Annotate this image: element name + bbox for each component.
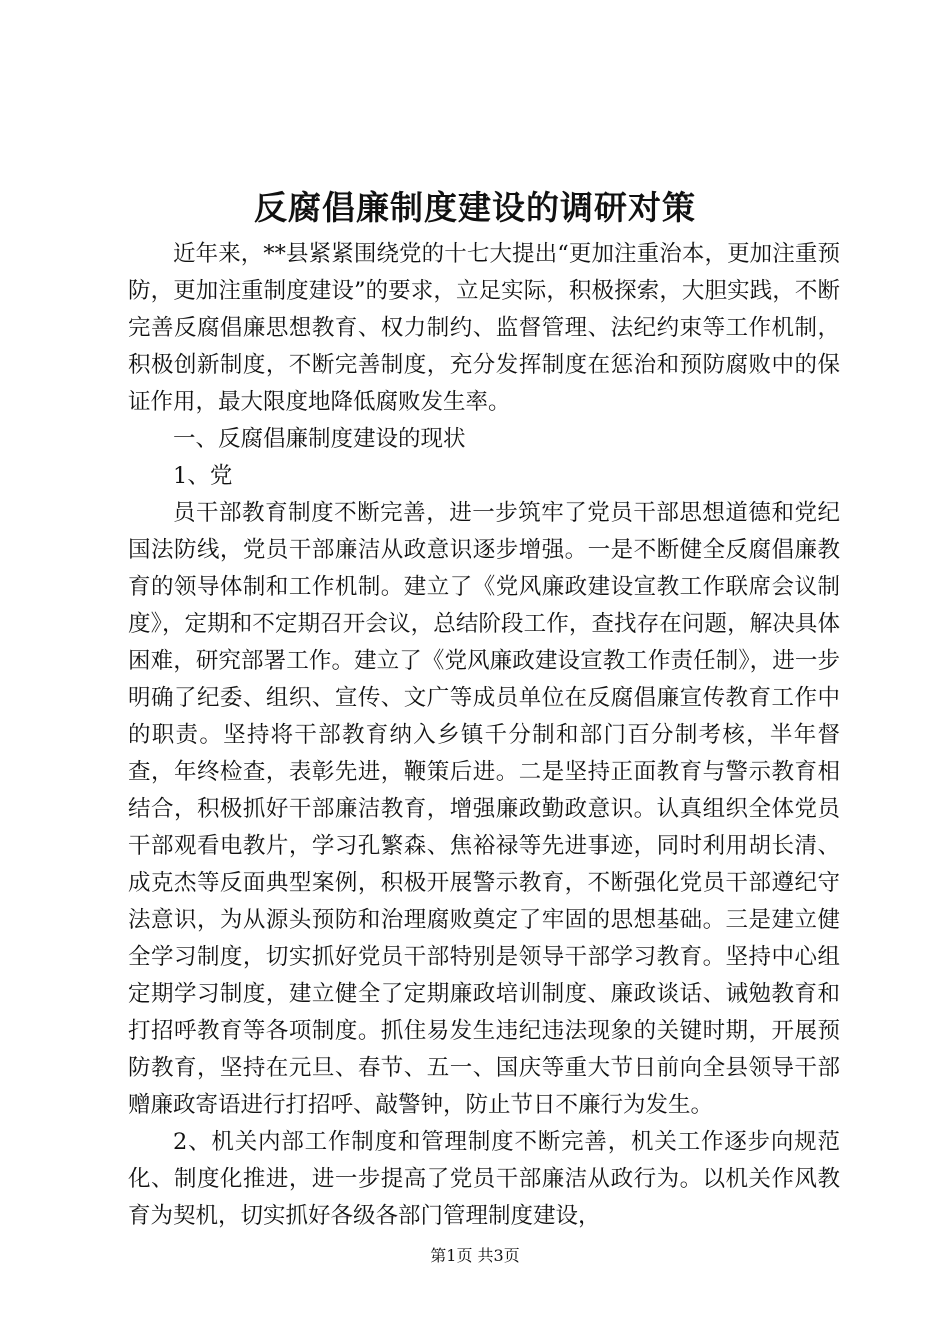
page-number-footer: 第1页 共3页 xyxy=(430,1246,520,1265)
document-body xyxy=(128,236,840,1235)
body-paragraph: 员干部教育制度不断完善，进一步筑牢了党员干部思想道德和党纪国法防线，党员干部廉洁从政意识逐步增强。一是不断健全反腐倡廉教育的领导体制和工作机制。建立了《党风廉政建设宣教工作联席会议制度》，定期和不定期召开会议，总结阶段工作，查找存在问题，解决具体困难，研究部署工作。建立了《党风廉政建设宣教工作责任制》，进一步明确了纪委、组织、宣传、文广等成员单位在反腐倡廉宣传教育工作中的职责。坚持将干部教育纳入乡镇千分制和部门百分制考核，半年督查，年终检查，表彰先进，鞭策后进。二是坚持正面教育与警示教育相结合，积极抓好干部廉洁教育，增强廉政勤政意识。认真组织全体党员干部观看电教片，学习孔繁森、焦裕禄等先进事迹，同时利用胡长清、成克杰等反面典型案例，积极开展警示教育，不断强化党员干部遵纪守法意识，为从源头预防和治理腐败奠定了牢固的思想基础。三是建立健全学习制度，切实抓好党员干部特别是领导干部学习教育。坚持中心组定期学习制度，建立健全了定期廉政培训制度、廉政谈话、诫勉教育和打招呼教育等各项制度。抓住易发生违纪违法现象的关键时期，开展预防教育，坚持在元旦、春节、五一、国庆等重大节日前向全县领导干部赠廉政寄语进行打招呼、敲警钟，防止节日不廉行为发生。 xyxy=(128,500,840,1118)
document-title: 反腐倡廉制度建设的调研对策 xyxy=(254,188,696,227)
subsection-heading: 1、党 xyxy=(173,463,233,489)
section-heading: 一、反腐倡廉制度建设的现状 xyxy=(173,426,466,452)
intro-paragraph: 近年来，**县紧紧围绕党的十七大提出“更加注重治本，更加注重预防，更加注重制度建设”的要求，立足实际，积极探索，大胆实践，不断完善反腐倡廉思想教育、权力制约、监督管理、法纪约束等工作机制，积极创新制度，不断完善制度，充分发挥制度在惩治和预防腐败中的保证作用，最大限度地降低腐败发生率。 xyxy=(128,241,840,415)
body-paragraph: 2、机关内部工作制度和管理制度不断完善，机关工作逐步向规范化、制度化推进，进一步提高了党员干部廉洁从政行为。以机关作风教育为契机，切实抓好各级各部门管理制度建设， xyxy=(128,1129,840,1229)
